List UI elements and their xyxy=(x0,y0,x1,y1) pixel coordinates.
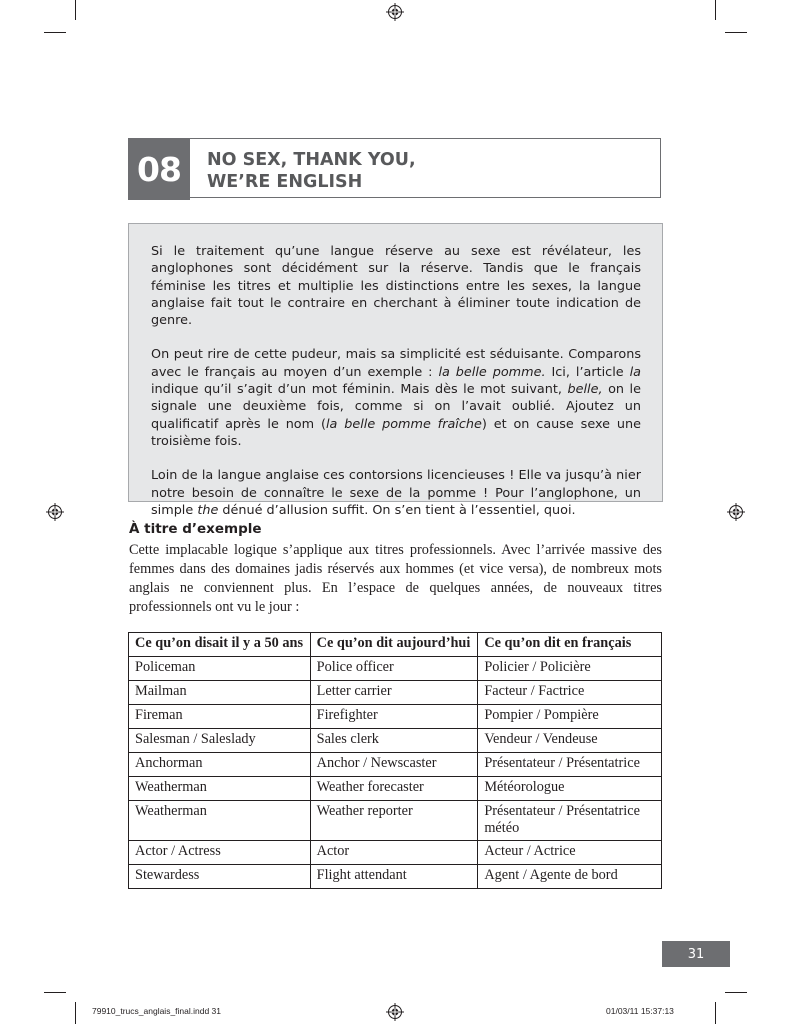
crop-mark-bottom-right-v xyxy=(715,1002,716,1024)
table-cell: Flight attendant xyxy=(310,865,478,889)
crop-mark-bottom-right-h xyxy=(725,992,747,993)
table-row xyxy=(129,729,662,753)
table-row xyxy=(129,841,662,865)
table-cell: Actor / Actress xyxy=(129,841,311,865)
chapter-title-line1: NO SEX, THANK YOU, xyxy=(207,150,416,170)
table-row xyxy=(129,865,662,889)
section-body: Cette implacable logique s’applique aux titres professionnels. Avec l’arrivée massive des femmes dans des domaines jadis réservés aux hommes (et vice versa), de nombreux mots anglais ne conviennent plus. En l’espace de quelques années, de nouveaux titres professionnels ont vu le jour : xyxy=(129,542,662,615)
table-cell: Weather forecaster xyxy=(310,777,478,801)
table-cell: Facteur / Factrice xyxy=(478,681,662,705)
table-row xyxy=(129,681,662,705)
table-header-row xyxy=(129,633,662,657)
intro-text xyxy=(151,243,641,519)
table-row xyxy=(129,657,662,681)
slug-filename: 79910_trucs_anglais_final.indd 31 xyxy=(92,1006,222,1016)
table-cell: Policeman xyxy=(129,657,311,681)
crop-mark-top-left-v xyxy=(75,0,76,20)
registration-mark-icon xyxy=(46,503,64,521)
crop-mark-bottom-left-h xyxy=(44,992,66,993)
table-cell: Anchor / Newscaster xyxy=(310,753,478,777)
table-cell: Weather reporter xyxy=(310,801,478,841)
table-cell: Weatherman xyxy=(129,777,311,801)
table-cell: Letter carrier xyxy=(310,681,478,705)
table-cell: Fireman xyxy=(129,705,311,729)
table-row xyxy=(129,705,662,729)
crop-mark-bottom-left-v xyxy=(75,1002,76,1024)
job-titles-table xyxy=(128,632,662,889)
table-cell: Présentateur / Présentatrice xyxy=(478,753,662,777)
chapter-number: 08 xyxy=(128,138,190,200)
table-cell: Mailman xyxy=(129,681,311,705)
registration-mark-icon xyxy=(386,1003,404,1021)
chapter-title xyxy=(207,149,627,193)
registration-mark-icon xyxy=(386,3,404,21)
table-header-cell: Ce qu’on disait il y a 50 ans xyxy=(129,633,311,657)
crop-mark-top-left-h xyxy=(44,32,66,33)
table-cell: Stewardess xyxy=(129,865,311,889)
table-cell: Pompier / Pompière xyxy=(478,705,662,729)
table-cell: Weatherman xyxy=(129,801,311,841)
registration-mark-icon xyxy=(727,503,745,521)
table-row xyxy=(129,801,662,841)
crop-mark-top-right-v xyxy=(715,0,716,20)
table-cell: Police officer xyxy=(310,657,478,681)
table-cell: Météorologue xyxy=(478,777,662,801)
table-cell: Agent / Agente de bord xyxy=(478,865,662,889)
crop-mark-top-right-h xyxy=(725,32,747,33)
slug-datetime: 01/03/11 15:37:13 xyxy=(606,1006,674,1016)
intro-paragraph-2: On peut rire de cette pudeur, mais sa simplicité est séduisante. Comparons avec le français au moyen d’un exemple : la belle pomme. Ici, l’article la indique qu’il s’agit d’un mot féminin. Mais dès le mot suivant, belle, on le signale une deuxième fois, comme si on l’avait oublié. Ajoutez un qualificatif après le nom (la belle pomme fraîche) et on cause sexe une troisième fois. xyxy=(151,347,642,449)
chapter-title-line2: WE’RE ENGLISH xyxy=(207,172,363,192)
table-row xyxy=(129,777,662,801)
table-row xyxy=(129,753,662,777)
section-heading: À titre d’exemple xyxy=(129,521,262,537)
table-cell: Policier / Policière xyxy=(478,657,662,681)
table-cell: Vendeur / Vendeuse xyxy=(478,729,662,753)
intro-paragraph-3: Loin de la langue anglaise ces contorsions licencieuses ! Elle va jusqu’à nier notre besoin de connaître le sexe de la pomme ! Pour l’anglophone, un simple the dénué d’allusion suffit. On s’en tient à l’essentiel, quoi. xyxy=(151,468,641,518)
table-header-cell: Ce qu’on dit aujourd’hui xyxy=(310,633,478,657)
table-cell: Acteur / Actrice xyxy=(478,841,662,865)
table-cell: Actor xyxy=(310,841,478,865)
table-cell: Anchorman xyxy=(129,753,311,777)
page-number: 31 xyxy=(662,941,730,967)
intro-paragraph-1: Si le traitement qu’une langue réserve au sexe est révélateur, les anglophones sont décidément sur la réserve. Tandis que le français féminise les titres et multiplie les distinctions entre les sexes, la langue anglaise fait tout le contraire en cherchant à éliminer toute indication de genre. xyxy=(151,244,641,329)
table-header-cell: Ce qu’on dit en français xyxy=(478,633,662,657)
table-cell: Sales clerk xyxy=(310,729,478,753)
table-cell: Firefighter xyxy=(310,705,478,729)
table-cell: Présentateur / Présentatrice météo xyxy=(478,801,662,841)
table-cell: Salesman / Saleslady xyxy=(129,729,311,753)
